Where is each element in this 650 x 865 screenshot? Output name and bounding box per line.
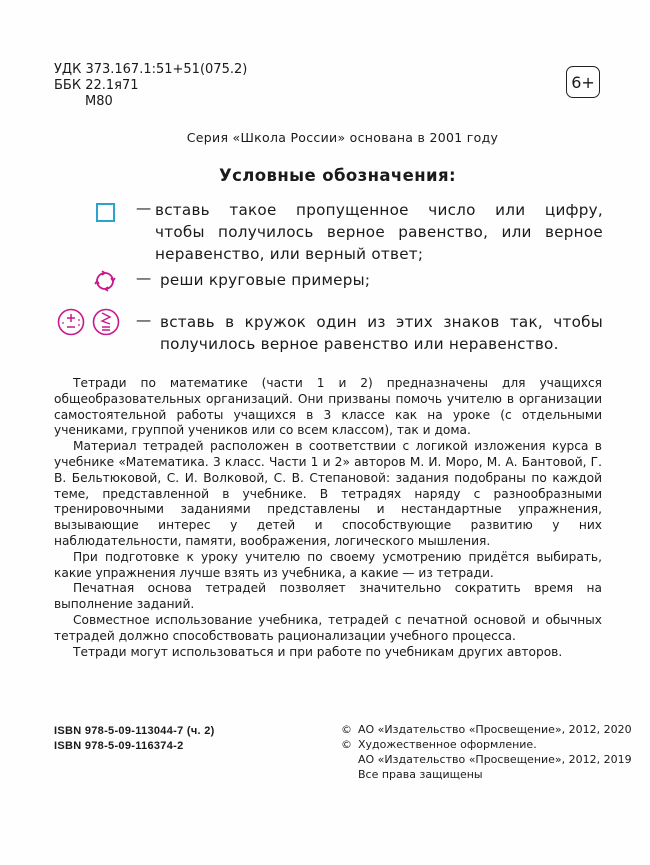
- paragraph: Печатная основа тетрадей позволяет значительно сократить время на выполнение заданий.: [54, 581, 602, 612]
- isbn-line: ISBN 978-5-09-113044-7 (ч. 2): [54, 725, 215, 737]
- paragraph: Материал тетрадей расположен в соответствии с логикой изложения курса в учебнике «Математика. 3 класс. Части 1 и 2» авторов М. И. Моро, М. А. Бантовой, Г. В. Бельтюковой, С. И. Волковой, С. В. Степановой: задания подобраны по каждой теме, представленной в учебнике. В тетрадях наряду с разнообразными тренировочными заданиями представлены и нестандартные упражнения, вызывающие интерес у детей и способствующие развитию у них наблюдательности, памяти, воображения, логического мышления.: [54, 439, 602, 548]
- classification-block: [54, 62, 247, 110]
- paragraph: Тетради по математике (части 1 и 2) предназначены для учащихся общеобразовательных организаций. Они призваны помочь учителю в организации самостоятельной работы учащихся в 3 классе как на уроке (с отдельными учениками, группой учеников или со всем классом), так и дома.: [54, 376, 602, 438]
- legend-title: Условные обозначения:: [218, 166, 456, 185]
- bbk-code: ББК 22.1я71: [54, 78, 139, 93]
- legend-item-square: [155, 199, 603, 265]
- paragraph: Тетради могут использоваться и при работе по учебникам других авторов.: [73, 644, 563, 659]
- legend-line: получилось верное равенство или неравенство.: [160, 335, 559, 353]
- description-text: [54, 376, 602, 660]
- legend-dash: —: [136, 199, 152, 217]
- copyright-block: [341, 722, 632, 782]
- copyright-line: АО «Издательство «Просвещение», 2012, 2020: [358, 723, 632, 736]
- legend-line: вставь такое пропущенное число или цифру,: [155, 201, 603, 219]
- series-line: Серия «Школа России» основана в 2001 году: [186, 130, 499, 145]
- age-rating-text: 6+: [571, 72, 595, 92]
- copyright-icon: ©: [341, 738, 352, 751]
- legend-dash: —: [136, 311, 152, 329]
- copyright-line: Все права защищены: [358, 768, 483, 781]
- age-rating-badge: [566, 66, 600, 98]
- legend-item-circular: реши круговые примеры;: [160, 271, 371, 289]
- legend-dash: —: [136, 269, 152, 287]
- legend-item-signs: [160, 311, 603, 355]
- copyright-line: АО «Издательство «Просвещение», 2012, 2019: [358, 753, 632, 766]
- legend-line: неравенство, или верный ответ;: [155, 245, 424, 263]
- isbn-line: ISBN 978-5-09-116374-2: [54, 739, 184, 752]
- copyright-line: Художественное оформление.: [358, 738, 537, 751]
- legend-line: чтобы получилось верное равенство, или верное: [155, 223, 603, 241]
- legend-line: вставь в кружок один из этих знаков так, чтобы: [160, 313, 603, 331]
- plus-minus-circle-icon: [56, 307, 86, 337]
- paragraph: Совместное использование учебника, тетрадей с печатной основой и обычных тетрадей должно способствовать рационализации учебного процесса.: [54, 612, 602, 643]
- udk-code: УДК 373.167.1:51+51(075.2): [54, 62, 248, 77]
- isbn-block: [54, 724, 215, 753]
- paragraph: При подготовке к уроку учителю по своему усмотрению придётся выбирать, какие упражнения лучше взять из учебника, а какие — из тетради.: [54, 549, 602, 580]
- author-mark: М80: [85, 94, 113, 109]
- copyright-icon: ©: [341, 723, 352, 736]
- compare-sign-circle-icon: [91, 307, 121, 337]
- blank-square-icon: [96, 203, 115, 222]
- circular-arrows-icon: [93, 268, 117, 294]
